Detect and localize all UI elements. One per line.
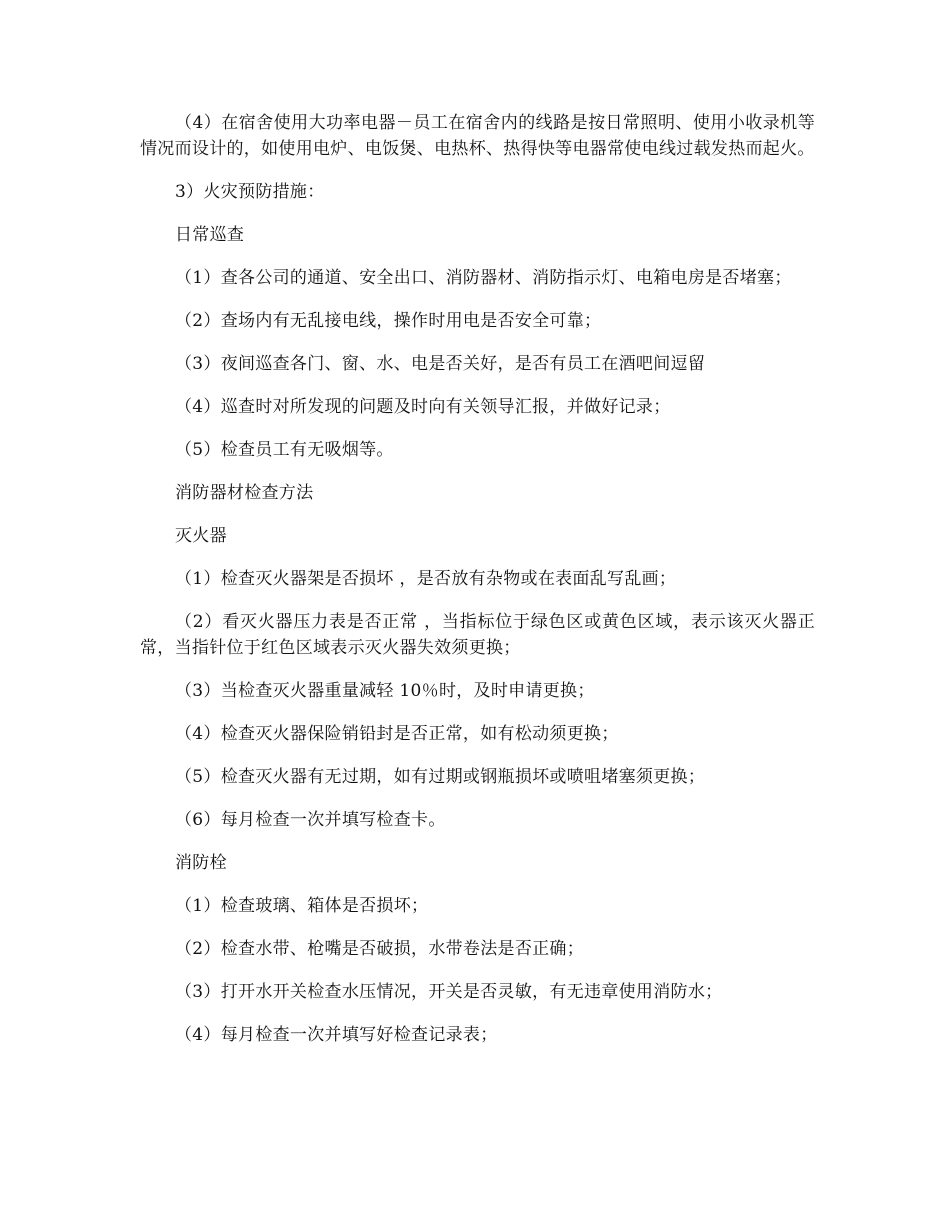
heading-fire-hydrant: 消防栓	[175, 853, 227, 873]
extinguisher-item-2: （2）看灭火器压力表是否正常 ，当指标位于绿色区或黄色区域，表示该灭火器正常，当指针位于红色区域表示灭火器失效须更换；	[140, 612, 815, 658]
hydrant-item-4: （4）每月检查一次并填写好检查记录表；	[175, 1025, 498, 1045]
hydrant-item-3: （3）打开水开关检查水压情况，开关是否灵敏，有无违章使用消防水；	[175, 982, 723, 1002]
heading-daily-patrol: 日常巡查	[175, 225, 245, 245]
heading-equipment-inspection: 消防器材检查方法	[175, 483, 314, 503]
patrol-item-2: （2）查场内有无乱接电线，操作时用电是否安全可靠；	[175, 311, 602, 331]
extinguisher-item-1: （1）检查灭火器架是否损坏 ，是否放有杂物或在表面乱写乱画；	[175, 569, 677, 589]
extinguisher-item-5: （5）检查灭火器有无过期，如有过期或钢瓶损坏或喷咀堵塞须更换；	[175, 767, 706, 787]
document-page	[140, 110, 815, 1065]
patrol-item-5: （5）检查员工有无吸烟等。	[175, 440, 394, 460]
patrol-item-4: （4）巡查时对所发现的问题及时向有关领导汇报，并做好记录；	[175, 397, 671, 417]
patrol-item-3: （3）夜间巡查各门、窗、水、电是否关好，是否有员工在酒吧间逗留	[175, 354, 706, 374]
heading-fire-prevention-measures: 3）火灾预防措施：	[175, 182, 325, 202]
paragraph-dorm-high-power-appliances: （4）在宿舍使用大功率电器－员工在宿舍内的线路是按日常照明、使用小收录机等情况而设计的，如使用电炉、电饭煲、电热杯、热得快等电器常使电线过载发热而起火。	[140, 113, 815, 159]
extinguisher-item-4: （4）检查灭火器保险销铅封是否正常，如有松动须更换；	[175, 724, 619, 744]
heading-fire-extinguisher: 灭火器	[175, 526, 227, 546]
extinguisher-item-3: （3）当检查灭火器重量减轻 10％时，及时申请更换；	[175, 681, 595, 701]
extinguisher-item-6: （6）每月检查一次并填写检查卡。	[175, 810, 446, 830]
patrol-item-1: （1）查各公司的通道、安全出口、消防器材、消防指示灯、电箱电房是否堵塞；	[175, 268, 792, 288]
hydrant-item-2: （2）检查水带、枪嘴是否破损，水带卷法是否正确；	[175, 939, 585, 959]
hydrant-item-1: （1）检查玻璃、箱体是否损坏；	[175, 896, 429, 916]
